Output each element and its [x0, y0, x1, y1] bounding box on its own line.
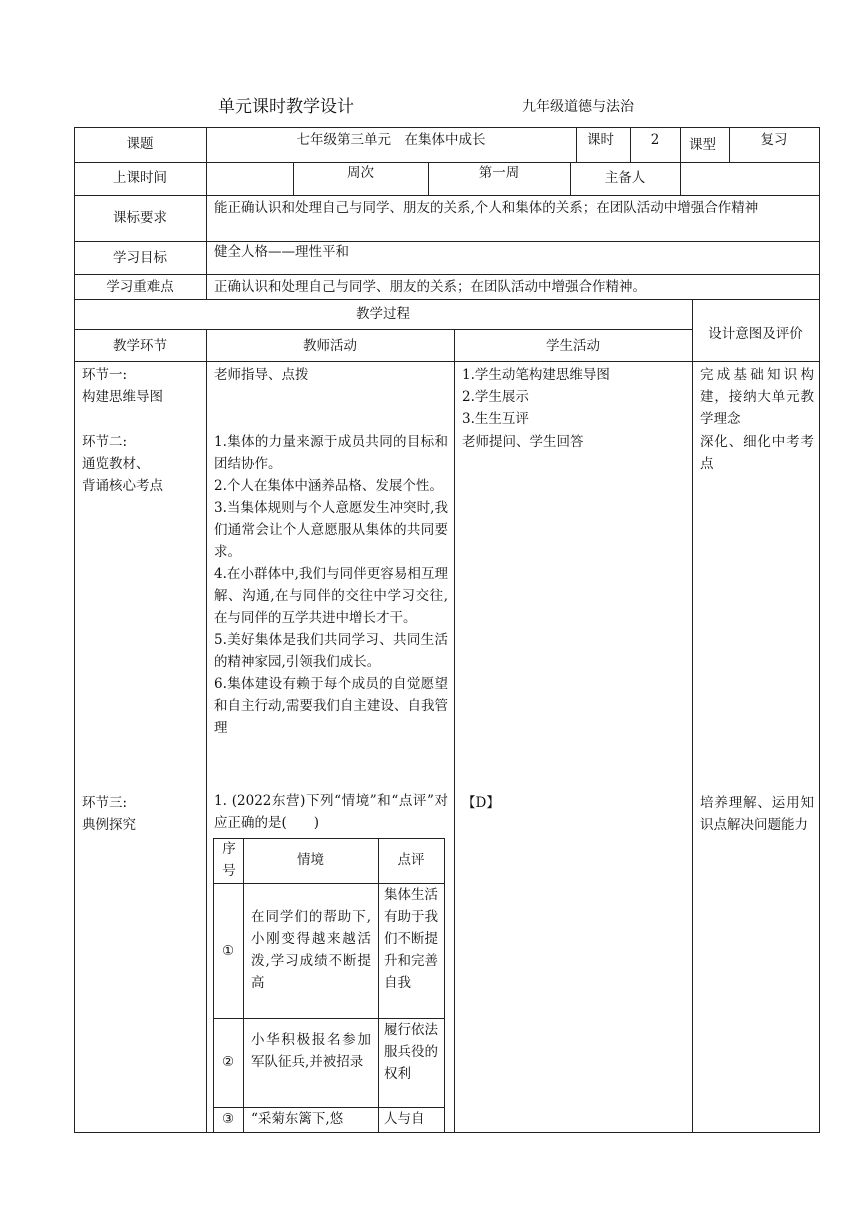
key-label: 学习重难点 [106, 279, 174, 295]
week-value: 第一周 [478, 165, 520, 181]
student-activity-3: 【D】 [462, 795, 500, 811]
row-2-no: ② [221, 1054, 235, 1070]
design-intent-3: 培养理解、运用知识点解决问题能力 [700, 795, 814, 833]
design-header: 设计意图及评价 [708, 326, 803, 342]
row-3-comment: 人与自 [384, 1111, 425, 1127]
student-activity-2: 老师提问、学生回答 [462, 434, 584, 450]
teacher-activity-2: 1.集体的力量来源于成员共同的目标和团结协作。 2.个人在集体中涵养品格、发展个性。 3.当集体规则与个人意愿发生冲突时,我们通常会让个人意愿服从集体的共同要求。 4.在小群体中,我们与同伴更容易相互理解、沟通,在与同伴的交往中学习交往,在与同伴的互学共进中增长才干。 5.美好集体是我们共同学习、共同生活的精神家园,引领我们成长。 6.集体建设有赖于每个成员的自觉愿望和自主行动,需要我们自主建设、自我管理 [214, 434, 448, 736]
col-teacher: 教师活动 [303, 338, 357, 354]
preparer-label: 主备人 [604, 170, 646, 186]
week-label: 周次 [347, 165, 374, 181]
process-title: 教学过程 [356, 306, 410, 322]
topic-label: 课题 [126, 136, 154, 152]
stage-3: 环节三: 典例探究 [82, 795, 136, 833]
row-3-situation: “采菊东篱下,悠 [251, 1111, 344, 1127]
student-activity-1: 1.学生动笔构建思维导图 2.学生展示 3.生生互评 [462, 367, 610, 427]
page-title: 单元课时教学设计 [218, 97, 354, 117]
question-table [213, 838, 445, 1132]
row-1-situation: 在同学们的帮助下,小刚变得越来越活泼,学习成绩不断提高 [251, 909, 371, 991]
header-no: 序号 [222, 841, 236, 879]
topic-value: 七年级第三单元 在集体中成长 [296, 132, 486, 148]
col-student: 学生活动 [546, 338, 600, 354]
time-label: 上课时间 [113, 170, 167, 186]
goal-label: 学习目标 [113, 250, 167, 266]
stage-1: 环节一: 构建思维导图 [82, 367, 163, 405]
period-value: 2 [650, 132, 660, 148]
standard-value: 能正确认识和处理自己与同学、朋友的关系,个人和集体的关系；在团队活动中增强合作精神 [214, 200, 759, 216]
design-intent-2: 深化、细化中考考点 [700, 434, 814, 472]
standard-label: 课标要求 [113, 210, 167, 226]
goal-value: 健全人格——理性平和 [214, 244, 349, 260]
design-intent-1: 完成基础知识构建，接纳大单元教学理念 [700, 367, 814, 427]
row-1-no: ① [221, 943, 235, 959]
teacher-activity-3: 1. (2022东营)下列“情境”和“点评”对应正确的是( ) [214, 793, 448, 831]
row-2-situation: 小华积极报名参加军队征兵,并被招录 [251, 1032, 371, 1070]
key-value: 正确认识和处理自己与同学、朋友的关系；在团队活动中增强合作精神。 [214, 279, 646, 295]
stage-2: 环节二: 通览教材、 背诵核心考点 [82, 434, 163, 494]
row-2-comment: 履行依法服兵役的权利 [384, 1022, 438, 1082]
page-subtitle: 九年级道德与法治 [522, 99, 634, 115]
header-situation: 情境 [297, 852, 324, 868]
header-comment: 点评 [397, 852, 425, 868]
type-value: 复习 [760, 132, 788, 148]
row-3-no: ③ [221, 1111, 235, 1127]
row-1-comment: 集体生活有助于我们不断提升和完善自我 [384, 887, 438, 991]
type-label: 课型 [689, 137, 716, 153]
teacher-activity-1: 老师指导、点拨 [214, 367, 309, 383]
period-label: 课时 [587, 132, 614, 148]
col-stage: 教学环节 [113, 338, 167, 354]
